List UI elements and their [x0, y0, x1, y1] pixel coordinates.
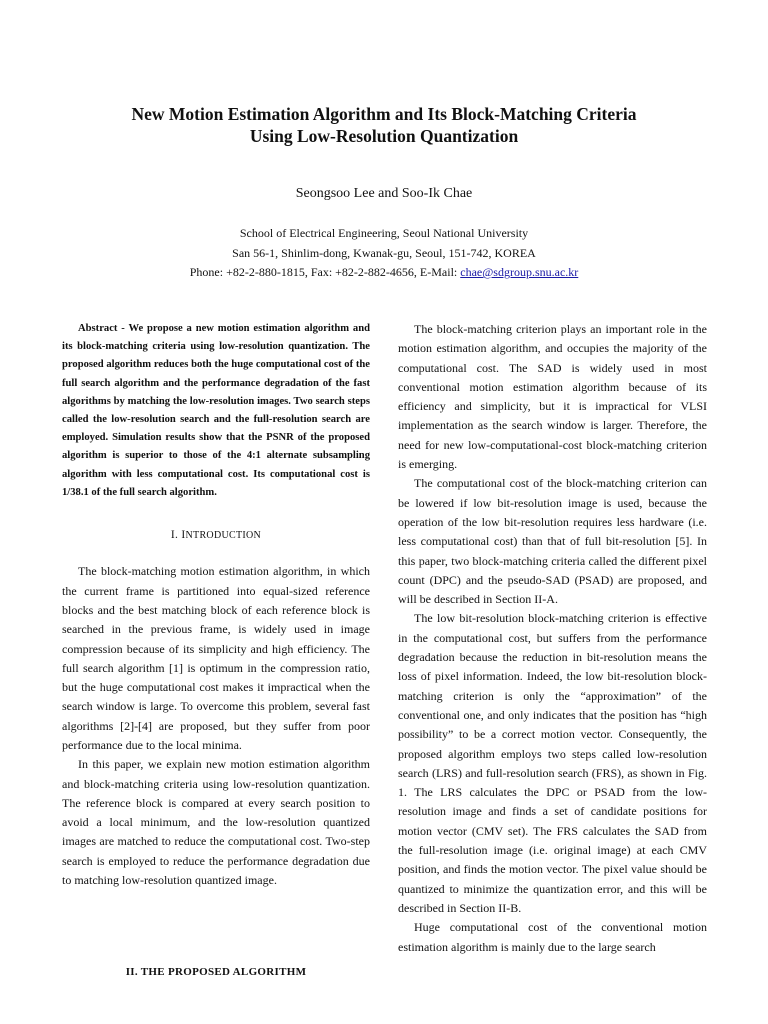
- contact-line: [0, 263, 768, 283]
- right-paragraph-4: Huge computational cost of the conventional motion estimation algorithm is mainly due to the large search: [398, 920, 707, 954]
- intro-paragraph-1: The block-matching motion estimation algorithm, in which the current frame is partitioned into equal-sized reference blocks and the best matching block of each reference block is searched in the previous frame, is widely used in image compression because of its simplicity and high efficiency. The full search algorithm [1] is optimum in the compression ratio, but the huge computational cost makes it impractical when the search window is large. To overcome this problem, several fast algorithms [2]-[4] are proposed, but they suffer from poor performance due to the local minima.: [62, 564, 370, 752]
- paper-title: [0, 103, 768, 147]
- affiliation: [0, 224, 768, 283]
- abstract: Abstract - We propose a new motion estimation algorithm and its block-matching criteria using low-resolution quantization. The proposed algorithm reduces both the huge computational cost of the full search algorithm and the performance degradation of the fast algorithms by matching the low-resolution images. Two search steps called the low-resolution search and the full-resolution search are employed. Simulation results show that the PSNR of the proposed algorithm is superior to those of the 4:1 alternate subsampling algorithm with less computational cost. Its computational cost is 1/38.1 of the full search algorithm.: [62, 323, 370, 498]
- contact-info: Phone: +82-2-880-1815, Fax: +82-2-882-4656, E-Mail:: [189, 265, 461, 279]
- right-column: [398, 320, 707, 957]
- section-heading-proposed-algorithm: II. THE PROPOSED ALGORITHM: [125, 966, 307, 978]
- title-line-2: Using Low-Resolution Quantization: [249, 126, 519, 146]
- email-link[interactable]: chae@sdgroup.snu.ac.kr: [460, 265, 579, 279]
- title-line-1: New Motion Estimation Algorithm and Its Block-Matching Criteria: [131, 104, 637, 124]
- left-column: [62, 320, 370, 890]
- affiliation-line-1: School of Electrical Engineering, Seoul National University: [239, 226, 529, 240]
- right-paragraph-1: The block-matching criterion plays an important role in the motion estimation algorithm, and occupies the majority of the computational cost. The SAD is widely used in most conventional motion estimation algorithm because of its efficiency and simplicity, but it is impractical for VLSI implementation as the search window is larger. Therefore, the need for new low-computational-cost block-matching criterion is emerging.: [398, 322, 707, 472]
- right-paragraph-3: The low bit-resolution block-matching criterion is effective in the computational cost, but suffers from the performance degradation because the reduction in bit-resolution means the loss of pixel information. Indeed, the low bit-resolution block-matching criterion is only the “approximation” of the conventional one, and only indicates that the position has “high possibility” to be a correct motion vector. Consequently, the proposed algorithm employs two steps called low-resolution search (LRS) and full-resolution search (FRS), as shown in Fig. 1. The LRS calculates the DPC or PSAD from the low-resolution image and finds a set of candidate positions for motion vector (CMV set). The FRS calculates the SAD from the full-resolution image (i.e. original image) at each CMV position, and finds the motion vector. The pixel value should be quantized to minimize the quantization error, and this will be described in Section II-B.: [398, 611, 707, 915]
- intro-paragraph-2: In this paper, we explain new motion estimation algorithm and block-matching criteria using low-resolution quantization. The reference block is compared at every search position to avoid a local minimum, and the low-resolution quantized images are matched to reduce the computational cost. Two-step search is employed to reduce the performance degradation due to matching low-resolution quantized image.: [62, 757, 370, 888]
- right-paragraph-2: The computational cost of the block-matching criterion can be lowered if low bit-resolution image is used, because the operation of the low bit-resolution requires less hardware (i.e. less computational cost) than that of full bit-resolution [5]. In this paper, two block-matching criteria called the different pixel count (DPC) and the pseudo-SAD (PSAD) are proposed, and will be described in Section II-A.: [398, 476, 707, 607]
- authors: Seongsoo Lee and Soo-Ik Chae: [295, 186, 473, 201]
- affiliation-line-2: San 56-1, Shinlim-dong, Kwanak-gu, Seoul, 151-742, KOREA: [232, 245, 536, 260]
- section-heading-introduction: I. INTRODUCTION: [170, 529, 262, 542]
